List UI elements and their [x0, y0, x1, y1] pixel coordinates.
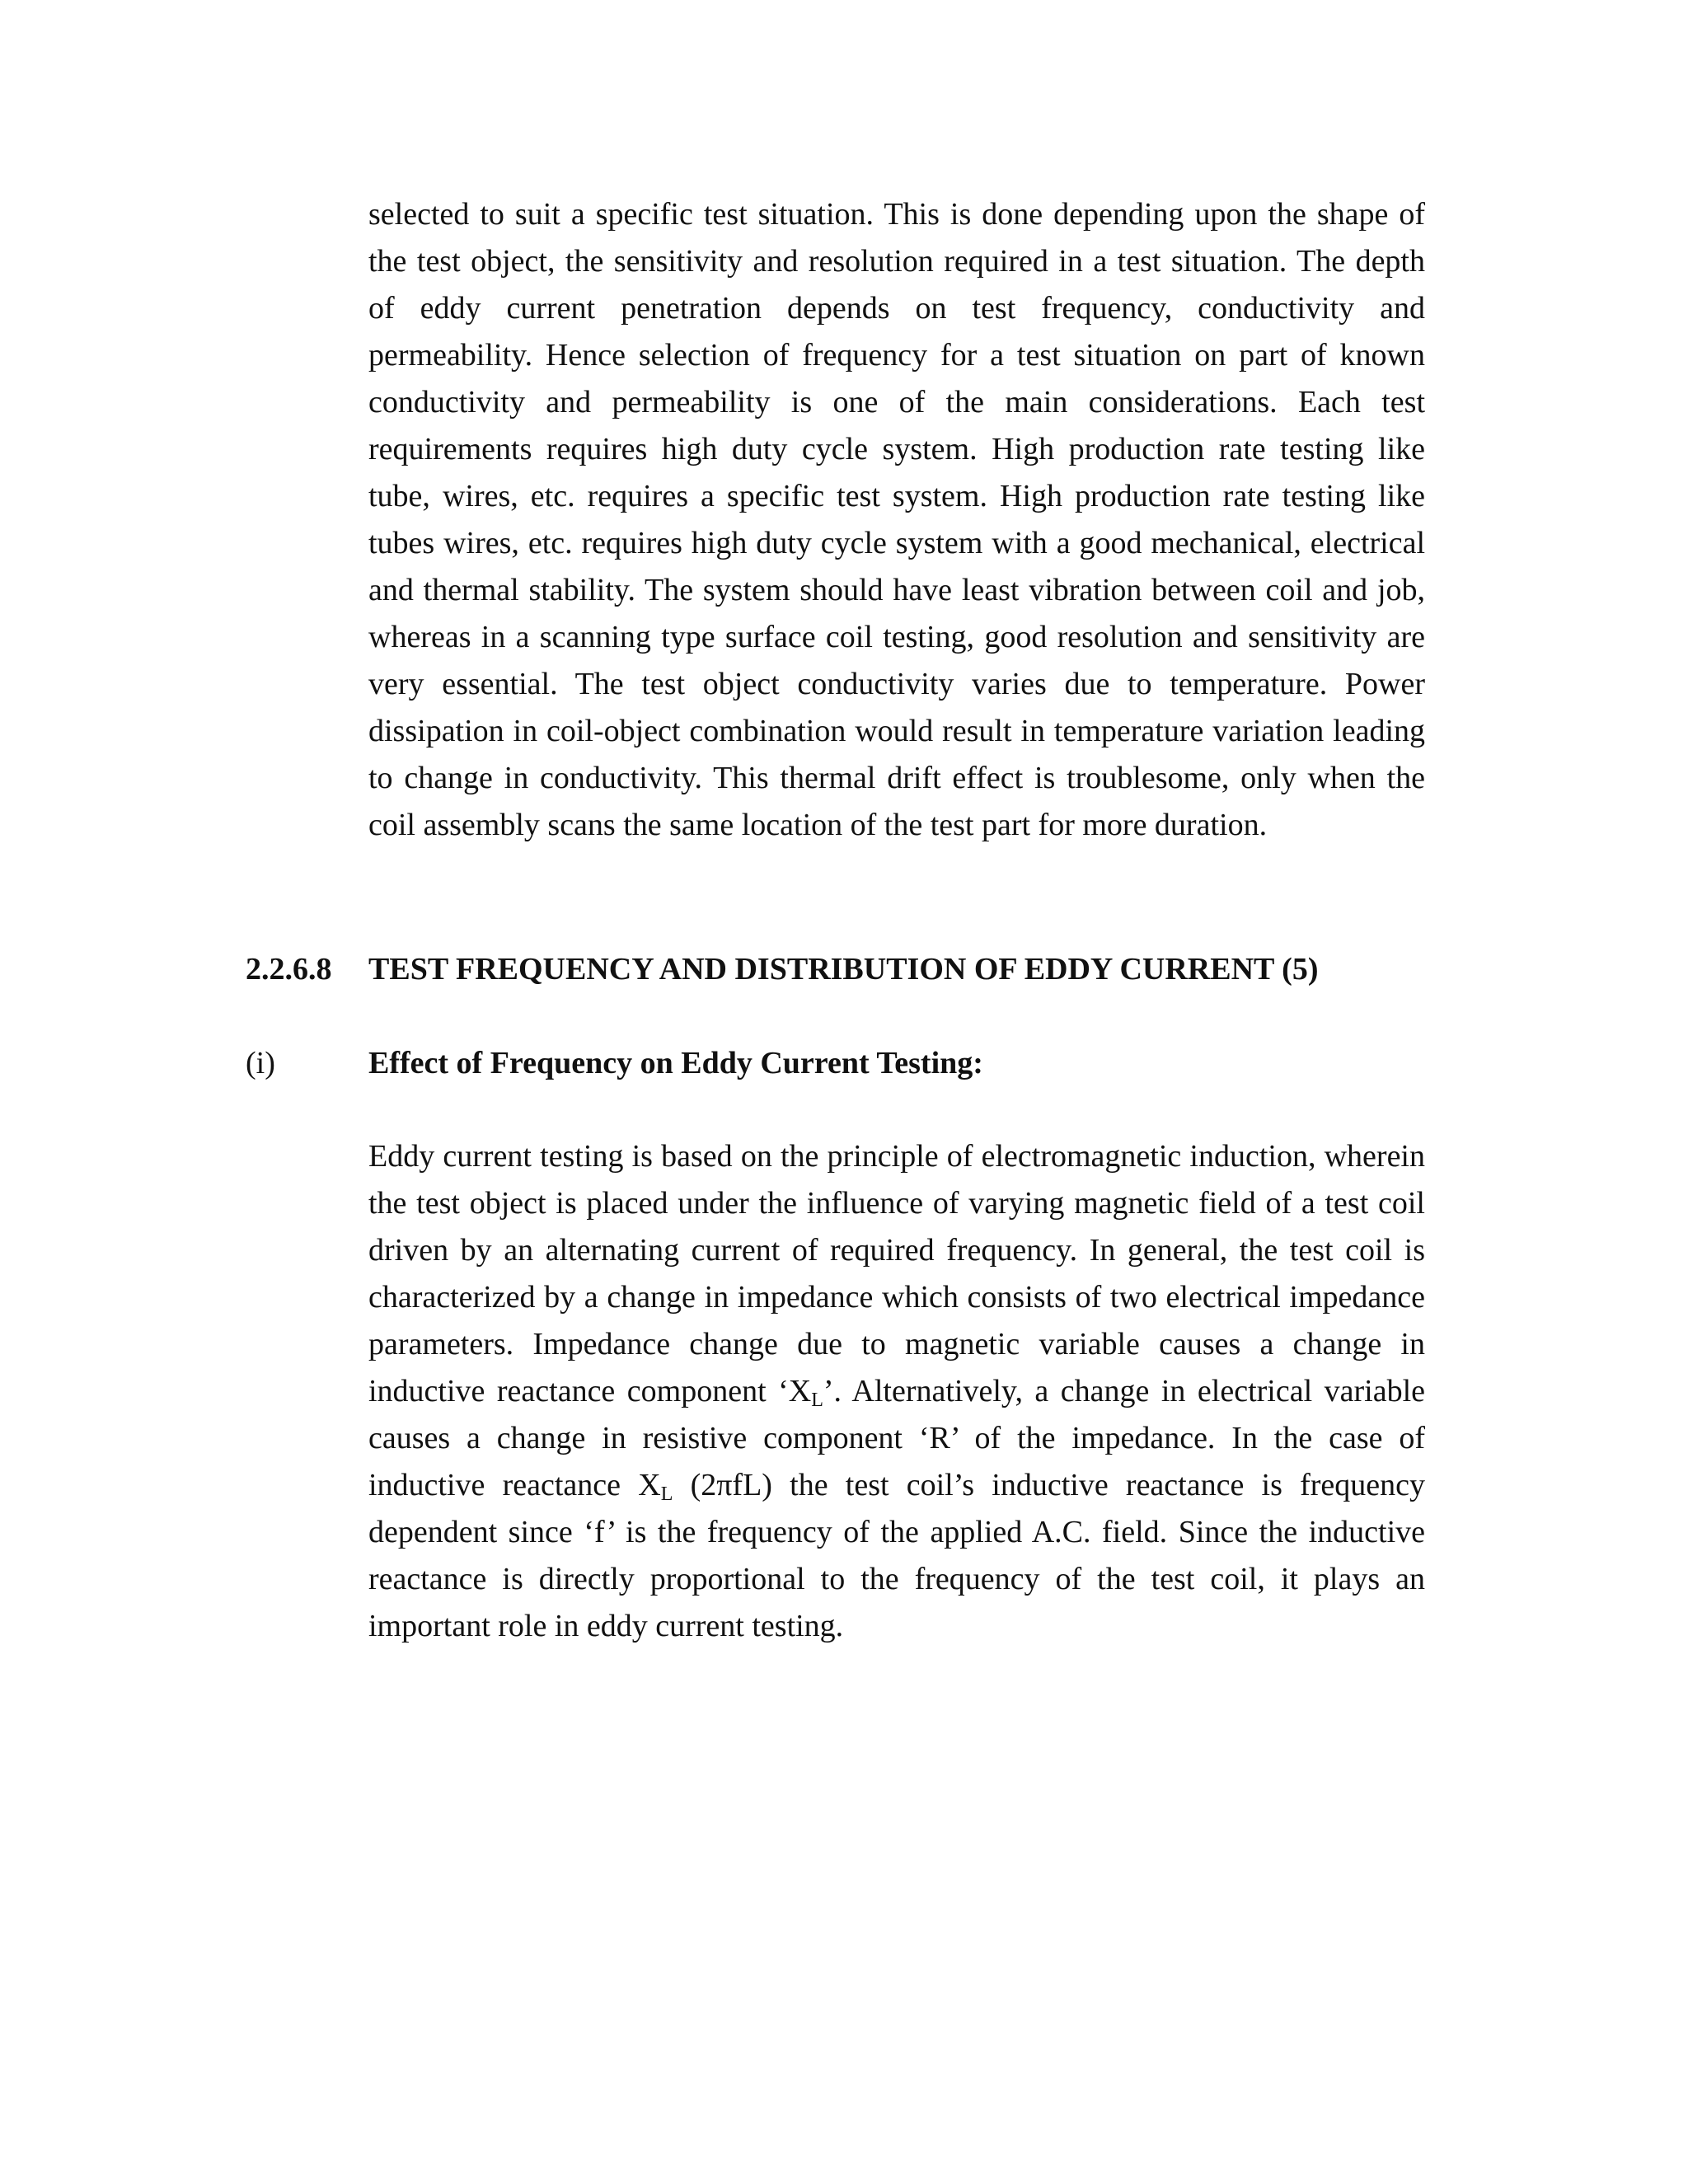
paragraph-text-segment: ’. Alternatively, a change in electrical variable causes a change in resistive component ‘R’ of the impedance. In the case of inductive reactance X	[368, 1374, 1425, 1502]
subscript-l: L	[660, 1483, 673, 1505]
subsection-title: Effect of Frequency on Eddy Current Testing:	[368, 1046, 983, 1080]
body-paragraph-frequency-effect	[368, 1133, 1425, 1650]
paragraph-text-segment: Eddy current testing is based on the principle of electromagnetic induction, wherein the test object is placed under the influence of varying magnetic field of a test coil driven by an alternating current of required frequency. In general, the test coil is characterized by a change in impedance which consists of two electrical impedance parameters. Impedance change due to magnetic variable causes a change in inductive reactance component ‘X	[368, 1139, 1425, 1408]
subscript-l: L	[811, 1390, 823, 1411]
section-title: TEST FREQUENCY AND DISTRIBUTION OF EDDY CURRENT (5)	[368, 952, 1319, 987]
paragraph-text-segment: (2πfL) the test coil’s inductive reactance is frequency dependent since ‘f’ is the frequency of the applied A.C. field. Since the inductive reactance is directly proportional to the frequency of the test coil, it plays an important role in eddy current testing.	[368, 1468, 1425, 1643]
body-paragraph-continued: selected to suit a specific test situation. This is done depending upon the shape of the test object, the sensitivity and resolution required in a test situation. The depth of eddy current penetration depends on test frequency, conductivity and permeability. Hence selection of frequency for a test situation on part of known conductivity and permeability is one of the main considerations. Each test requirements requires high duty cycle system. High production rate testing like tube, wires, etc. requires a specific test system. High production rate testing like tubes wires, etc. requires high duty cycle system with a good mechanical, electrical and thermal stability. The system should have least vibration between coil and job, whereas in a scanning type surface coil testing, good resolution and sensitivity are very essential. The test object conductivity varies due to temperature. Power dissipation in coil-object combination would result in temperature variation leading to change in conductivity. This thermal drift effect is troublesome, only when the coil assembly scans the same location of the test part for more duration.	[368, 197, 1425, 842]
subsection-marker: (i)	[246, 1046, 275, 1080]
section-number: 2.2.6.8	[246, 952, 332, 987]
